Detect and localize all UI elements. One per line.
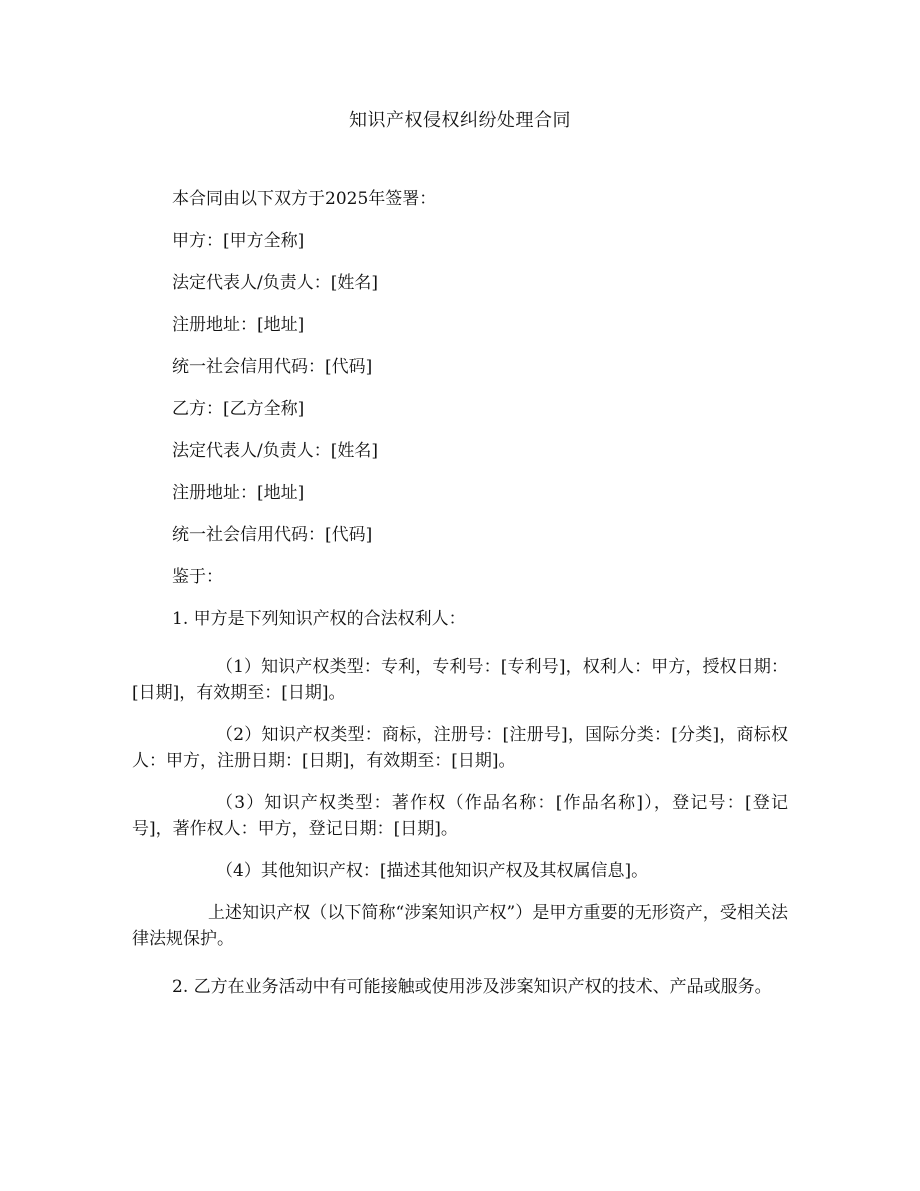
document-body xyxy=(132,186,788,1000)
ip-item-4: （4）其他知识产权：[描述其他知识产权及其权属信息]。 xyxy=(216,861,649,881)
party-a-name: 甲方：[甲方全称] xyxy=(172,231,305,251)
document-title: 知识产权侵权纠纷处理合同 xyxy=(349,110,571,131)
ip-item-1: （1）知识产权类型：专利，专利号：[专利号]，权利人：甲方，授权日期：[日期]，有效期至：[日期]。 xyxy=(132,657,788,703)
party-a-representative: 法定代表人/负责人：[姓名] xyxy=(172,273,378,293)
summary-paragraph: 上述知识产权（以下简称“涉案知识产权”）是甲方重要的无形资产，受相关法律法规保护。 xyxy=(132,903,788,949)
party-a-address: 注册地址：[地址] xyxy=(172,315,305,335)
intro-paragraph: 本合同由以下双方于2025年签署： xyxy=(172,189,437,209)
party-b-credit-code: 统一社会信用代码：[代码] xyxy=(172,525,373,545)
ip-item-2: （2）知识产权类型：商标，注册号：[注册号]，国际分类：[分类]，商标权人：甲方，注册日期：[日期]，有效期至：[日期]。 xyxy=(132,725,788,771)
whereas-heading: 鉴于： xyxy=(172,567,223,587)
party-b-address: 注册地址：[地址] xyxy=(172,483,305,503)
ip-item-3: （3）知识产权类型：著作权（作品名称：[作品名称]），登记号：[登记号]，著作权人：甲方，登记日期：[日期]。 xyxy=(132,793,788,839)
party-b-name: 乙方：[乙方全称] xyxy=(172,399,305,419)
party-a-credit-code: 统一社会信用代码：[代码] xyxy=(172,357,373,377)
clause-2: 2. 乙方在业务活动中有可能接触或使用涉及涉案知识产权的技术、产品或服务。 xyxy=(172,977,772,997)
clause-1: 1. 甲方是下列知识产权的合法权利人： xyxy=(172,609,466,629)
party-b-representative: 法定代表人/负责人：[姓名] xyxy=(172,441,378,461)
